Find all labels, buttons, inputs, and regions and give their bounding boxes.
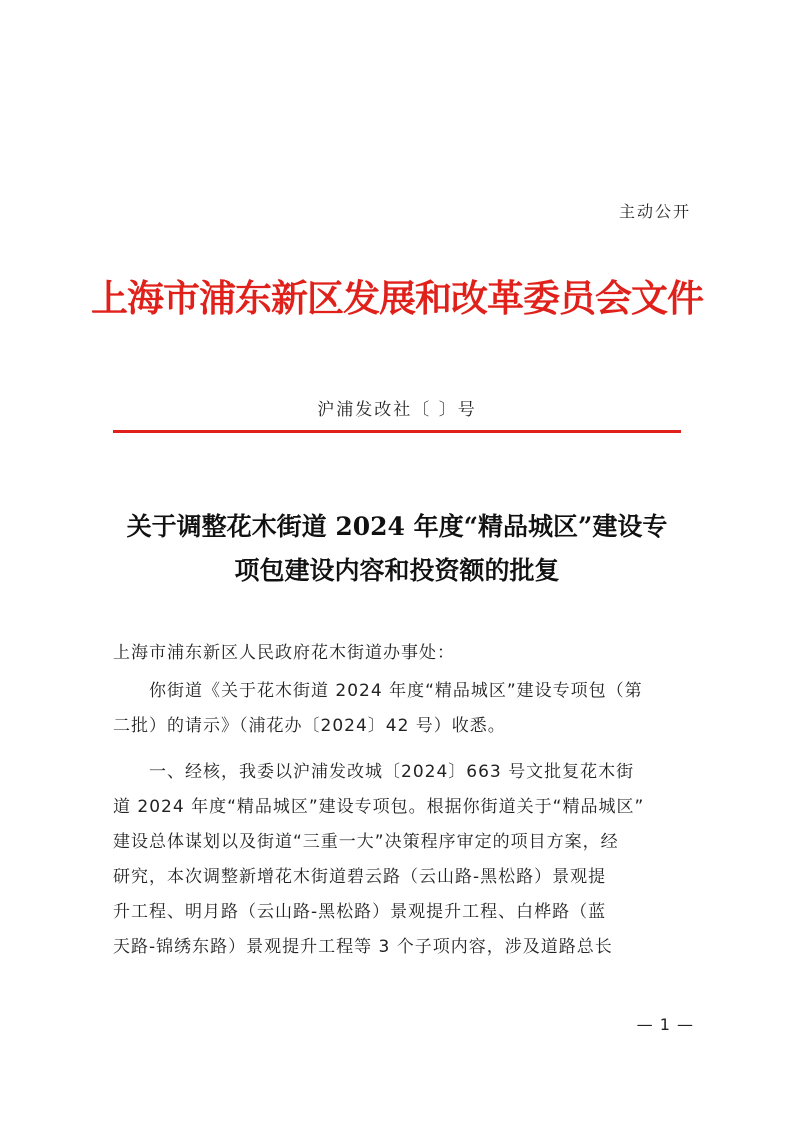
paragraph-1	[113, 674, 693, 744]
document-title-line-2: 项包建设内容和投资额的批复	[234, 556, 560, 585]
paragraph-2	[113, 755, 693, 965]
document-title-line-1: 关于调整花木街道 2024 年度“精品城区”建设专	[126, 512, 668, 541]
paragraph-1-line: 二批）的请示》（浦花办〔2024〕42 号）收悉。	[113, 716, 506, 736]
document-number: 沪浦发改社〔 〕号	[317, 400, 477, 420]
disclosure-label: 主动公开	[618, 202, 691, 221]
addressee: 上海市浦东新区人民政府花木街道办事处：	[113, 643, 455, 663]
issuer-title: 上海市浦东新区发展和改革委员会文件	[91, 276, 703, 320]
paragraph-2-line: 道 2024 年度“精品城区”建设专项包。根据你街道关于“精品城区”	[113, 797, 645, 817]
paragraph-2-line: 升工程、明月路（云山路-黑松路）景观提升工程、白桦路（蓝	[113, 902, 607, 922]
red-separator-line	[113, 430, 681, 433]
paragraph-2-line: 研究，本次调整新增花木街道碧云路（云山路-黑松路）景观提	[113, 867, 607, 887]
paragraph-2-line: 一、经核，我委以沪浦发改城〔2024〕663 号文批复花木街	[149, 762, 635, 782]
paragraph-2-line: 建设总体谋划以及街道“三重一大”决策程序审定的项目方案，经	[113, 832, 619, 852]
document-title	[90, 505, 704, 593]
paragraph-2-line: 天路-锦绣东路）景观提升工程等 3 个子项内容，涉及道路总长	[113, 937, 613, 957]
page-number: — 1 —	[636, 1015, 694, 1034]
paragraph-1-line: 你街道《关于花木街道 2024 年度“精品城区”建设专项包（第	[149, 681, 643, 701]
